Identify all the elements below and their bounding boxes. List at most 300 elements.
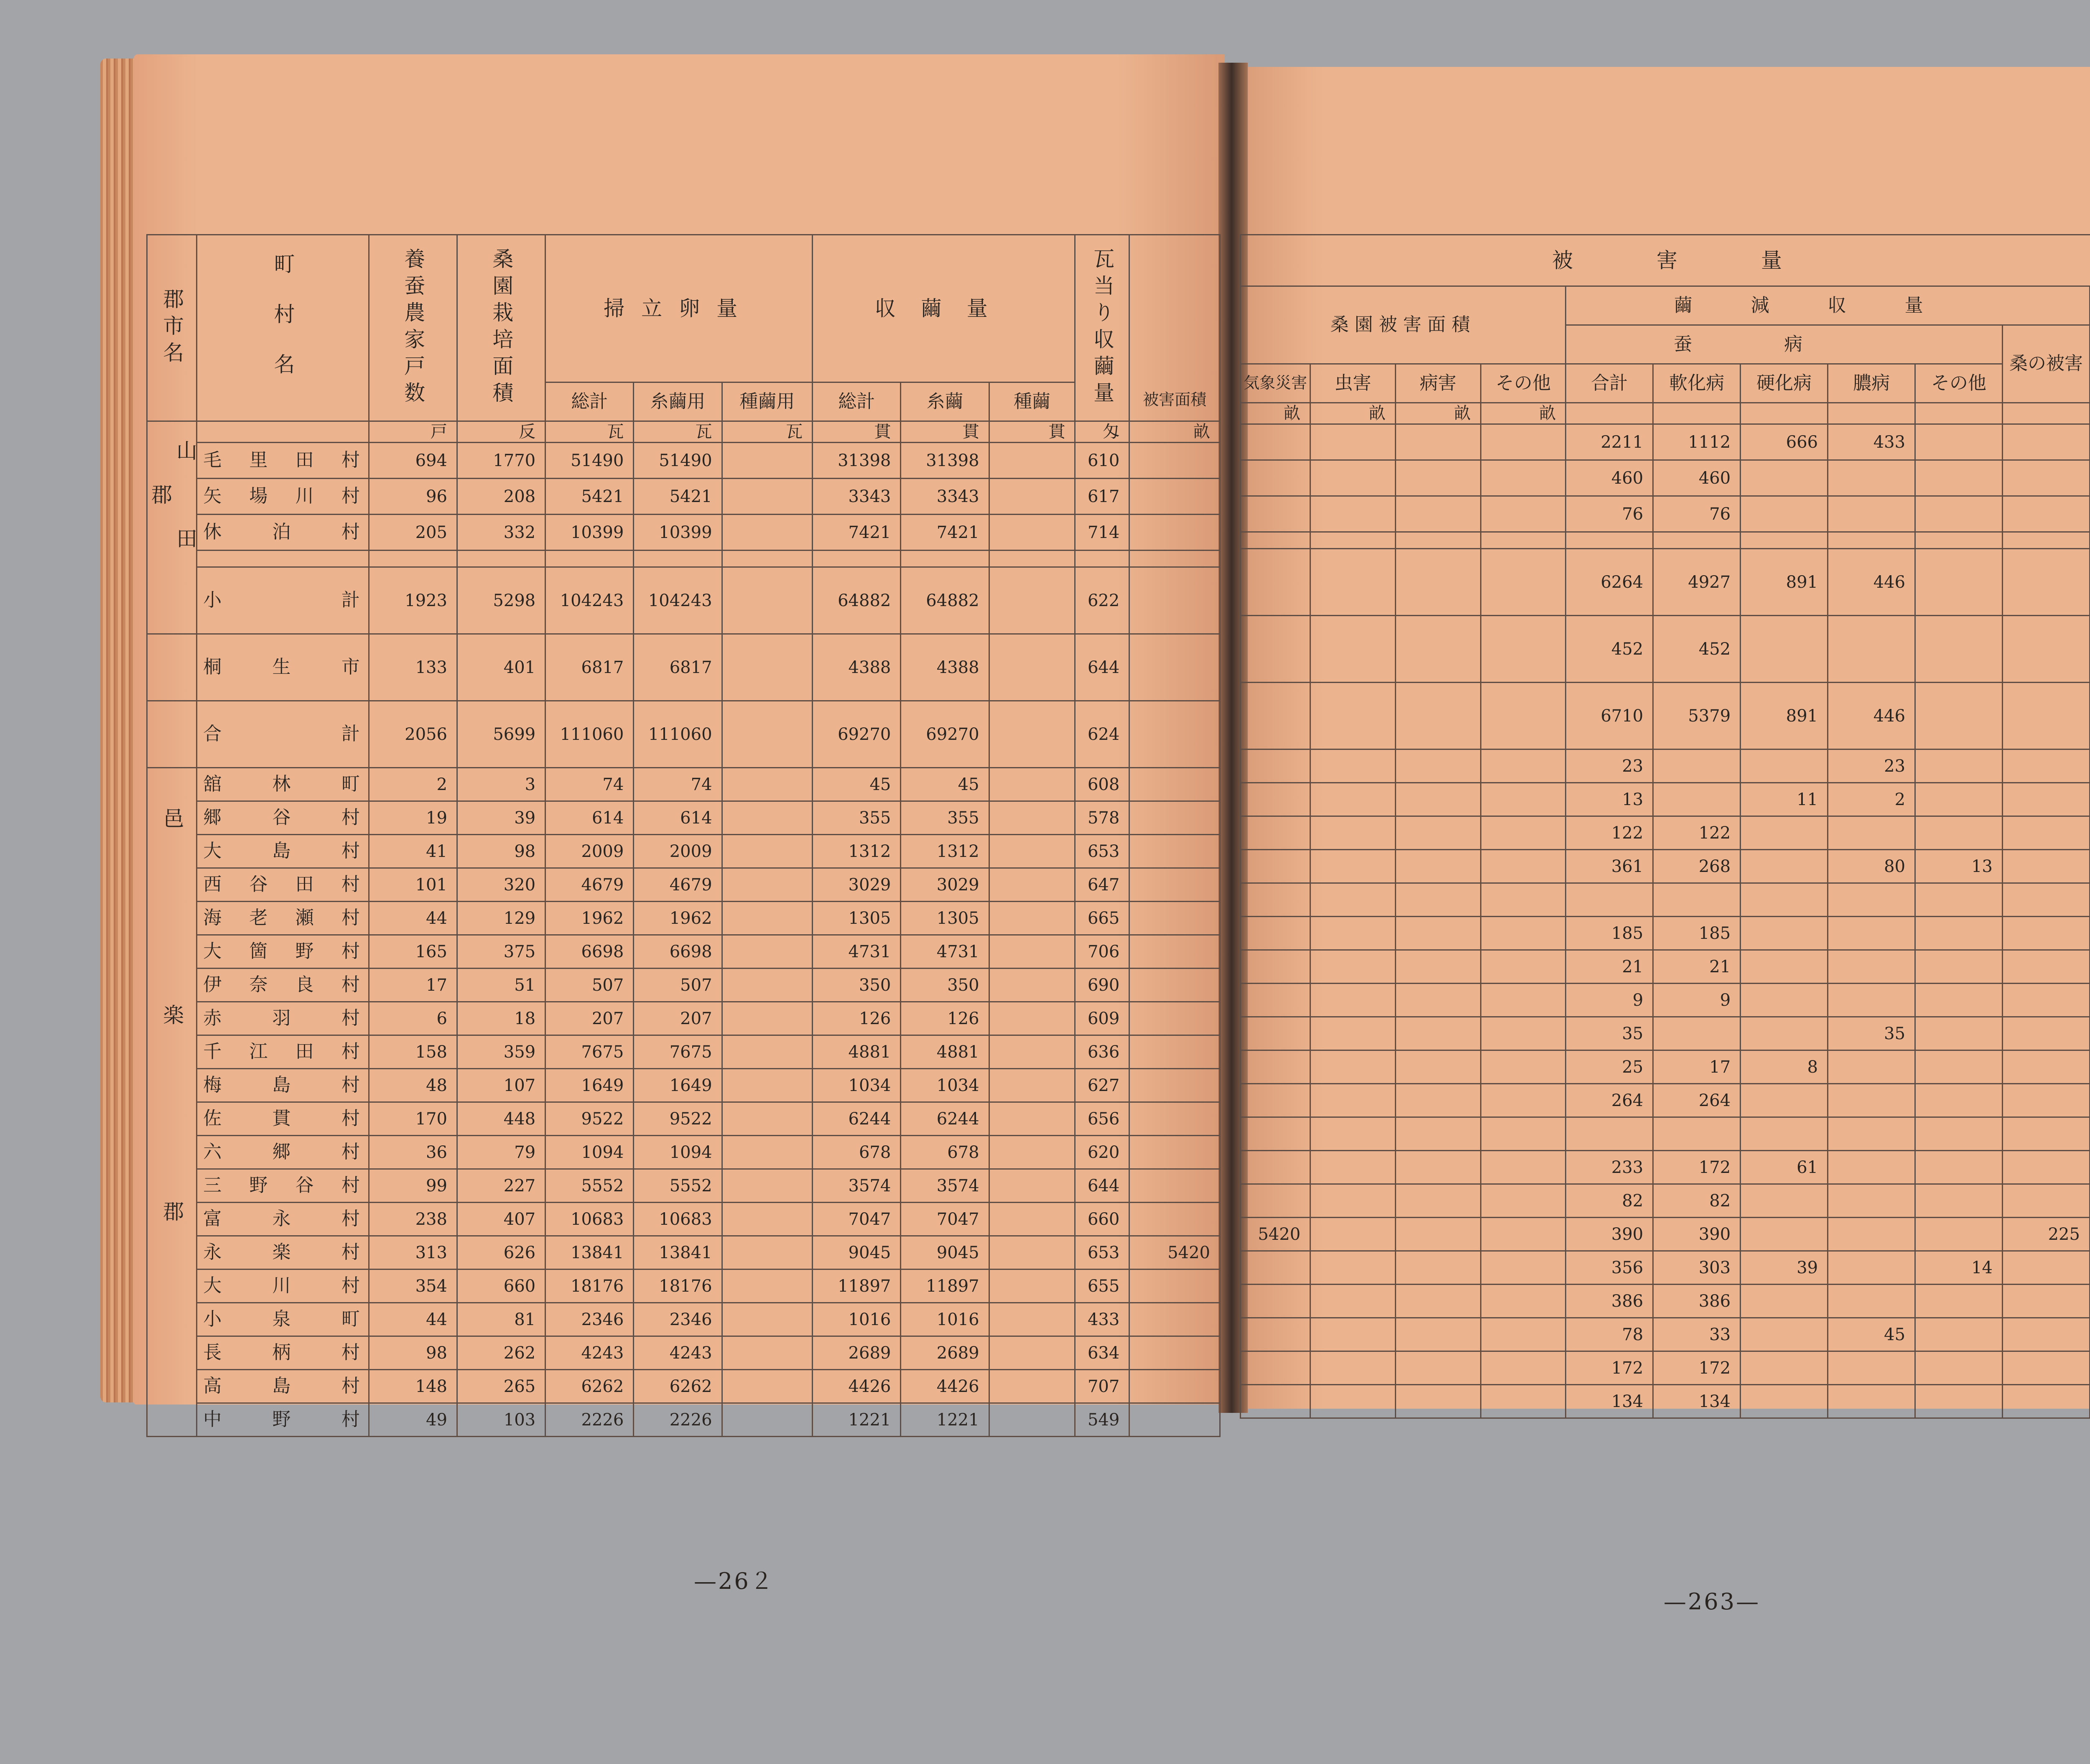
table-row — [147, 1069, 1220, 1102]
row-value: 99 — [369, 1169, 457, 1203]
row-value — [989, 443, 1075, 479]
row-value — [989, 515, 1075, 551]
row-value: 390 — [1566, 1218, 1653, 1251]
table-row — [1241, 950, 2090, 984]
header-households: 養蚕農家戸数 — [369, 235, 457, 421]
row-value — [1241, 883, 1310, 917]
row-value — [1828, 1050, 1915, 1084]
row-value — [1241, 1151, 1310, 1184]
row-value — [1828, 532, 1915, 549]
row-value — [1653, 532, 1741, 549]
row-value — [2003, 816, 2090, 850]
table-row — [147, 1303, 1220, 1336]
row-value — [1241, 1251, 1310, 1285]
row-value: 2689 — [813, 1336, 901, 1370]
row-value: 165 — [369, 935, 457, 969]
row-value — [1481, 816, 1566, 850]
row-value — [1741, 816, 1828, 850]
header-yield-seed: 種繭 — [989, 382, 1075, 421]
kiryu-row — [147, 634, 1220, 701]
row-value — [722, 567, 813, 634]
row-value: 660 — [457, 1269, 545, 1303]
row-value — [1741, 460, 1828, 496]
row-value — [989, 1102, 1075, 1136]
row-value: 350 — [901, 969, 989, 1002]
row-value: 644 — [1075, 634, 1129, 701]
row-name: 桐生市 — [197, 634, 369, 701]
row-name: 海老瀬村 — [197, 902, 369, 935]
row-value: 4881 — [813, 1035, 901, 1069]
row-value — [2003, 984, 2090, 1017]
row-value — [1915, 496, 2003, 532]
row-value — [1129, 902, 1220, 935]
table-row — [1241, 1184, 2090, 1218]
row-value — [989, 1303, 1075, 1336]
row-value: 1221 — [901, 1403, 989, 1437]
row-value — [1129, 935, 1220, 969]
row-value — [1310, 424, 1396, 460]
row-value — [1828, 616, 1915, 683]
row-value — [722, 634, 813, 701]
row-value — [989, 634, 1075, 701]
row-value — [457, 551, 545, 567]
row-value — [1481, 883, 1566, 917]
row-value — [1310, 496, 1396, 532]
row-value — [1915, 749, 2003, 783]
row-value — [1741, 532, 1828, 549]
header-insect: 虫害 — [1310, 364, 1396, 403]
row-value: 1094 — [545, 1136, 634, 1169]
row-value: 1016 — [813, 1303, 901, 1336]
row-value: 1094 — [634, 1136, 722, 1169]
row-value — [989, 935, 1075, 969]
row-value — [1915, 1050, 2003, 1084]
row-value — [1241, 1084, 1310, 1117]
table-row — [1241, 883, 2090, 917]
table-row — [1241, 1050, 2090, 1084]
row-value — [1129, 1403, 1220, 1437]
row-value: 5552 — [545, 1169, 634, 1203]
header-mulberry-damage: 桑の被害 — [2003, 325, 2090, 403]
row-value: 18176 — [545, 1269, 634, 1303]
row-value — [1741, 1351, 1828, 1385]
row-value: 9045 — [901, 1236, 989, 1269]
row-value — [1129, 801, 1220, 835]
row-value — [722, 1236, 813, 1269]
row-value — [1741, 749, 1828, 783]
row-value: 446 — [1828, 683, 1915, 749]
r-header-row-4 — [1241, 364, 2090, 403]
row-value — [2003, 783, 2090, 816]
row-value: 627 — [1075, 1069, 1129, 1102]
row-value — [1310, 1084, 1396, 1117]
row-value — [722, 443, 813, 479]
row-value — [1915, 424, 2003, 460]
table-row — [1241, 1318, 2090, 1351]
row-value: 401 — [457, 634, 545, 701]
row-value — [1481, 1385, 1566, 1418]
row-value — [1310, 850, 1396, 883]
table-row — [147, 1002, 1220, 1035]
row-value: 103 — [457, 1403, 545, 1437]
row-value: 390 — [1653, 1218, 1741, 1251]
row-value — [1915, 950, 2003, 984]
left-page-number: —26２ — [694, 1568, 775, 1594]
header-eggs-silk: 糸繭用 — [634, 382, 722, 421]
row-value — [1741, 883, 1828, 917]
row-value — [1828, 1151, 1915, 1184]
row-value: 104243 — [545, 567, 634, 634]
row-value: 2 — [369, 768, 457, 801]
header-mulberry-area: 桑園栽培面積 — [457, 235, 545, 421]
row-value: 622 — [1075, 567, 1129, 634]
row-value: 4731 — [813, 935, 901, 969]
spacer-row — [147, 551, 1220, 567]
row-name: 永楽村 — [197, 1236, 369, 1269]
row-value — [989, 1370, 1075, 1403]
header-disease: 病害 — [1395, 364, 1481, 403]
row-name: 伊奈良村 — [197, 969, 369, 1002]
row-value — [1653, 783, 1741, 816]
row-value: 460 — [1653, 460, 1741, 496]
row-value — [1241, 816, 1310, 850]
unit-label: 畝 — [1241, 403, 1310, 424]
row-value: 694 — [369, 443, 457, 479]
row-value: 227 — [457, 1169, 545, 1203]
row-value — [1310, 783, 1396, 816]
row-value: 4388 — [901, 634, 989, 701]
row-value: 706 — [1075, 935, 1129, 969]
table-row — [1241, 1285, 2090, 1318]
row-value — [1310, 1385, 1396, 1418]
row-value — [1241, 783, 1310, 816]
row-value — [1481, 1151, 1566, 1184]
row-value — [634, 551, 722, 567]
row-value: 17 — [1653, 1050, 1741, 1084]
row-value — [1566, 1117, 1653, 1151]
row-value — [1129, 1336, 1220, 1370]
row-value — [1129, 515, 1220, 551]
row-value: 303 — [1653, 1251, 1741, 1285]
row-value — [989, 1236, 1075, 1269]
left-statistics-table — [146, 234, 1221, 1437]
unit-label: 貫 — [813, 421, 901, 443]
row-value — [989, 902, 1075, 935]
row-value: 10399 — [545, 515, 634, 551]
row-value: 608 — [1075, 768, 1129, 801]
row-value — [813, 551, 901, 567]
row-value — [989, 768, 1075, 801]
row-value — [2003, 1251, 2090, 1285]
row-value: 1770 — [457, 443, 545, 479]
row-value: 170 — [369, 1102, 457, 1136]
row-value — [722, 1370, 813, 1403]
row-value: 122 — [1653, 816, 1741, 850]
row-value — [1395, 1050, 1481, 1084]
row-name: 富永村 — [197, 1203, 369, 1236]
row-name: 小計 — [197, 567, 369, 634]
row-value: 107 — [457, 1069, 545, 1102]
row-value — [1395, 549, 1481, 616]
table-row — [1241, 424, 2090, 460]
table-row — [147, 1336, 1220, 1370]
row-value: 81 — [457, 1303, 545, 1336]
row-name: 西谷田村 — [197, 868, 369, 902]
row-value — [989, 479, 1075, 515]
row-value: 460 — [1566, 460, 1653, 496]
row-name: 休泊村 — [197, 515, 369, 551]
row-value: 21 — [1566, 950, 1653, 984]
row-value — [1828, 1084, 1915, 1117]
header-other: その他 — [1481, 364, 1566, 403]
row-value: 21 — [1653, 950, 1741, 984]
row-value — [1129, 768, 1220, 801]
row-value: 5379 — [1653, 683, 1741, 749]
total-row — [147, 701, 1220, 768]
table-row — [1241, 1251, 2090, 1285]
row-value — [2003, 1351, 2090, 1385]
row-value — [1395, 1318, 1481, 1351]
row-value — [722, 1136, 813, 1169]
unit-label: 畝 — [1395, 403, 1481, 424]
row-value — [1741, 616, 1828, 683]
row-value: 647 — [1075, 868, 1129, 902]
row-value: 5420 — [1129, 1236, 1220, 1269]
row-value: 96 — [369, 479, 457, 515]
row-value: 36 — [369, 1136, 457, 1169]
header-yield-silk: 糸繭 — [901, 382, 989, 421]
row-value — [1241, 1184, 1310, 1218]
row-value: 7421 — [813, 515, 901, 551]
row-value: 891 — [1741, 549, 1828, 616]
row-value: 7047 — [901, 1203, 989, 1236]
row-value — [722, 1069, 813, 1102]
row-value — [1241, 850, 1310, 883]
row-name: 高島村 — [197, 1370, 369, 1403]
table-row — [147, 515, 1220, 551]
row-value: 238 — [369, 1203, 457, 1236]
row-value — [1828, 950, 1915, 984]
row-value: 2226 — [545, 1403, 634, 1437]
row-value — [1395, 984, 1481, 1017]
row-value — [1241, 984, 1310, 1017]
row-value: 3343 — [901, 479, 989, 515]
row-value: 653 — [1075, 835, 1129, 868]
row-value: 69270 — [813, 701, 901, 768]
row-value: 264 — [1653, 1084, 1741, 1117]
table-row — [147, 1203, 1220, 1236]
row-value — [1915, 816, 2003, 850]
row-value: 678 — [901, 1136, 989, 1169]
r-header-row-1 — [1241, 235, 2090, 286]
row-value: 407 — [457, 1203, 545, 1236]
row-value: 1034 — [813, 1069, 901, 1102]
table-row — [147, 801, 1220, 835]
row-value — [2003, 917, 2090, 950]
row-value: 7421 — [901, 515, 989, 551]
row-value: 665 — [1075, 902, 1129, 935]
row-value — [2003, 749, 2090, 783]
row-value — [1481, 683, 1566, 749]
row-value: 9 — [1566, 984, 1653, 1017]
row-value: 1962 — [634, 902, 722, 935]
row-value: 6244 — [813, 1102, 901, 1136]
row-value — [1915, 1351, 2003, 1385]
row-value — [1241, 1017, 1310, 1050]
header-cocoon-reduction: 繭減収量 — [1566, 286, 2090, 325]
total-row — [1241, 683, 2090, 749]
row-value: 655 — [1075, 1269, 1129, 1303]
row-value: 122 — [1566, 816, 1653, 850]
row-value — [989, 1336, 1075, 1370]
row-value — [722, 1303, 813, 1336]
row-value: 2346 — [545, 1303, 634, 1336]
row-value — [989, 835, 1075, 868]
row-value — [2003, 1318, 2090, 1351]
header-other2: その他 — [1915, 364, 2003, 403]
row-name: 佐貫村 — [197, 1102, 369, 1136]
row-value — [901, 551, 989, 567]
row-name: 中野村 — [197, 1403, 369, 1437]
header-damage-volume: 被害量 — [1241, 235, 2090, 286]
row-value — [1915, 1184, 2003, 1218]
unit-label: 貫 — [901, 421, 989, 443]
row-value: 446 — [1828, 549, 1915, 616]
row-value — [1241, 424, 1310, 460]
row-value: 33 — [1653, 1318, 1741, 1351]
row-value: 610 — [1075, 443, 1129, 479]
row-value: 129 — [457, 902, 545, 935]
row-value — [1310, 683, 1396, 749]
row-value: 1923 — [369, 567, 457, 634]
row-value: 2346 — [634, 1303, 722, 1336]
row-value — [1828, 496, 1915, 532]
header-per-gram: 瓦当り収繭量 — [1075, 235, 1129, 421]
row-value: 78 — [1566, 1318, 1653, 1351]
row-value — [722, 1203, 813, 1236]
row-value — [2003, 460, 2090, 496]
row-value: 126 — [901, 1002, 989, 1035]
subtotal-row — [147, 567, 1220, 634]
row-name: 舘林町 — [197, 768, 369, 801]
row-value — [1395, 496, 1481, 532]
row-value: 126 — [813, 1002, 901, 1035]
row-value: 44 — [369, 1303, 457, 1336]
row-value: 1305 — [901, 902, 989, 935]
row-value — [1915, 984, 2003, 1017]
row-value: 44 — [369, 902, 457, 935]
row-value — [1741, 1218, 1828, 1251]
row-value — [1481, 917, 1566, 950]
row-value: 433 — [1075, 1303, 1129, 1336]
header-town-village: 町村名 — [197, 235, 369, 421]
row-value: 507 — [634, 969, 722, 1002]
row-value: 23 — [1566, 749, 1653, 783]
row-value — [1241, 683, 1310, 749]
row-value — [1129, 567, 1220, 634]
row-value: 39 — [1741, 1251, 1828, 1285]
row-value — [1915, 1151, 2003, 1184]
row-value — [1395, 1151, 1481, 1184]
row-value: 714 — [1075, 515, 1129, 551]
header-eggs: 掃立卵量 — [545, 235, 813, 382]
row-value: 5420 — [1241, 1218, 1310, 1251]
row-value — [1241, 460, 1310, 496]
row-value: 45 — [1828, 1318, 1915, 1351]
row-value — [2003, 1184, 2090, 1218]
row-value: 9045 — [813, 1236, 901, 1269]
row-value: 2 — [1828, 783, 1915, 816]
row-value — [1741, 1184, 1828, 1218]
row-value: 185 — [1653, 917, 1741, 950]
row-value: 2056 — [369, 701, 457, 768]
row-value: 172 — [1566, 1351, 1653, 1385]
row-value — [722, 1336, 813, 1370]
row-name: 大島村 — [197, 835, 369, 868]
unit-row — [1241, 403, 2090, 424]
row-value — [1915, 1385, 2003, 1418]
row-value — [1310, 1117, 1396, 1151]
row-value: 11 — [1741, 783, 1828, 816]
row-name: 長柄村 — [197, 1336, 369, 1370]
row-value: 452 — [1653, 616, 1741, 683]
row-value: 51490 — [634, 443, 722, 479]
row-value — [989, 1269, 1075, 1303]
row-value — [1129, 634, 1220, 701]
row-name: 梅島村 — [197, 1069, 369, 1102]
row-value: 1649 — [545, 1069, 634, 1102]
row-value — [1481, 1184, 1566, 1218]
row-value: 1221 — [813, 1403, 901, 1437]
row-value — [1741, 1285, 1828, 1318]
unit-label: 匁 — [1075, 421, 1129, 443]
unit-label: 反 — [457, 421, 545, 443]
row-value — [1129, 1169, 1220, 1203]
row-value — [1129, 969, 1220, 1002]
row-value: 4679 — [545, 868, 634, 902]
row-value: 578 — [1075, 801, 1129, 835]
row-value: 356 — [1566, 1251, 1653, 1285]
row-value: 11897 — [901, 1269, 989, 1303]
row-value: 268 — [1653, 850, 1741, 883]
row-value — [1395, 1117, 1481, 1151]
row-value — [1915, 1318, 2003, 1351]
row-value — [1828, 883, 1915, 917]
row-value: 133 — [369, 634, 457, 701]
row-value — [1395, 783, 1481, 816]
row-value — [722, 969, 813, 1002]
row-value — [1915, 1285, 2003, 1318]
row-name: 千江田村 — [197, 1035, 369, 1069]
row-value: 320 — [457, 868, 545, 902]
row-value — [1481, 1351, 1566, 1385]
row-name: 三野谷村 — [197, 1169, 369, 1203]
row-value: 25 — [1566, 1050, 1653, 1084]
row-value: 2226 — [634, 1403, 722, 1437]
spacer-row — [1241, 532, 2090, 549]
row-value — [1129, 551, 1220, 567]
row-value — [1741, 1318, 1828, 1351]
row-value — [2003, 1050, 2090, 1084]
row-value: 4426 — [813, 1370, 901, 1403]
row-value: 549 — [1075, 1403, 1129, 1437]
header-mulberry-damage-area: 桑園被害面積 — [1241, 286, 1566, 364]
unit-label: 瓦 — [634, 421, 722, 443]
row-value: 35 — [1828, 1017, 1915, 1050]
row-value: 233 — [1566, 1151, 1653, 1184]
unit-label: 貫 — [989, 421, 1075, 443]
table-row — [1241, 850, 2090, 883]
